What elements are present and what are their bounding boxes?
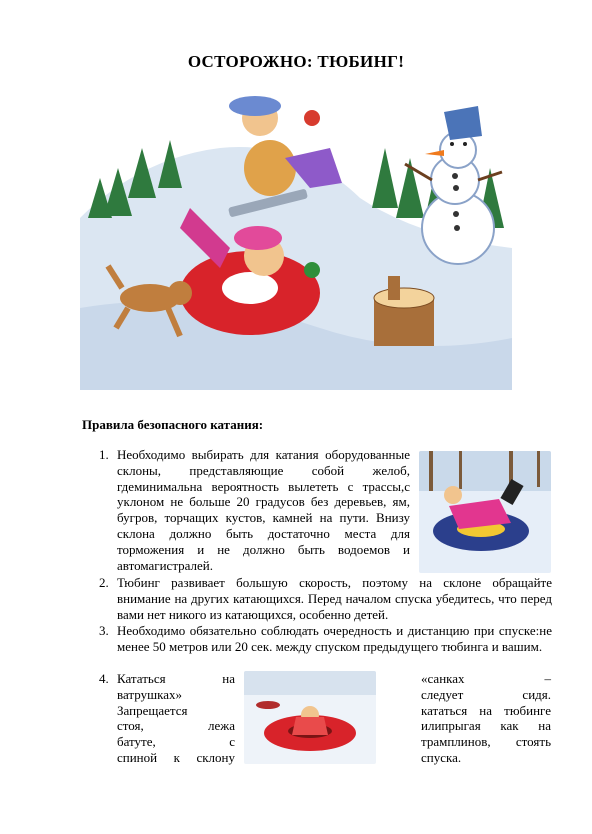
rule-number: 1. xyxy=(99,447,109,462)
rule-number: 2. xyxy=(99,575,109,590)
rule-number: 3. xyxy=(99,623,109,638)
rule-text: Необходимо выбирать для катания оборудованные склоны, представляющие собой желоб, гдеминимальна вероятность вылететь с трассы,с уклоном не больше 20 градусов без деревьев, ям, бугров, торчащих кустов, камней на пути. Внизу склона должно быть достаточно места для торможения и не должно быть водоемов и автомагистралей. xyxy=(117,447,410,573)
rule-number: 4. xyxy=(99,671,109,686)
rule-4-right-column: «санках – следует сидя. кататься на тюбинге илипрыгая как на трамплинов, стоять спуска. xyxy=(421,671,551,765)
rule-text: Необходимо обязательно соблюдать очередность и дистанцию при спуске:не менее 50 метров или 20 сек. между спуском предыдущего тюбинга и вашим. xyxy=(117,623,552,654)
tubing-photo-woman xyxy=(244,671,376,764)
page-title: ОСТОРОЖНО: ТЮБИНГ! xyxy=(187,52,405,71)
children-sledding-illustration xyxy=(80,88,512,390)
rules-heading: Правила безопасного катания: xyxy=(82,417,264,432)
rule-4-left-column: Кататься на ватрушках» Запрещается стоя, лежа батуте, с спиной к склону xyxy=(117,671,235,765)
rule-text: Тюбинг развивает большую скорость, поэтому на склоне обращайте внимание на других катающихся. Перед началом спуска убедитесь, что перед вами нет никого из катающихся, особенно детей. xyxy=(117,575,552,622)
tubing-photo-girl xyxy=(419,451,551,573)
